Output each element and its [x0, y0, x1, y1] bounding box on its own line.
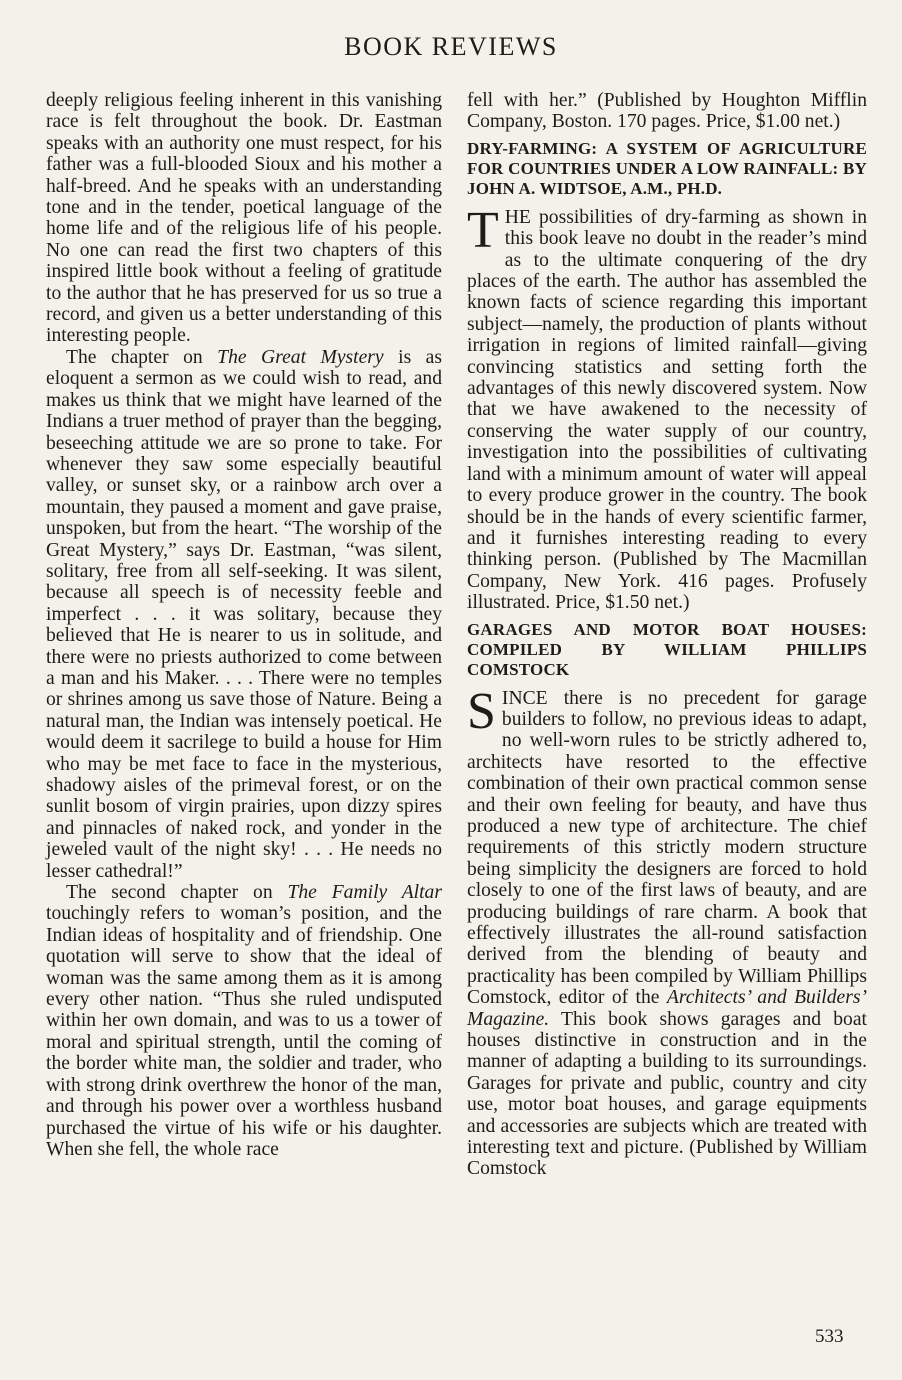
italic-title: The Family Altar — [287, 882, 442, 904]
drop-cap: T — [467, 201, 499, 259]
paragraph-family-altar — [46, 882, 442, 1160]
paragraph-great-mystery — [46, 347, 442, 882]
page-number: 533 — [815, 1326, 844, 1347]
right-column — [467, 90, 867, 1180]
text-run: The chapter on — [66, 346, 218, 368]
text-run: This book shows garages and boat houses distinctive in construction and in the manner of adapting a building to its surroundings. Garages for private and public, country and city use, motor boat houses, and garage equipments and accessories are subjects which are treated with interesting text and picture. (Published by William Comstock — [467, 1008, 867, 1180]
drop-cap: S — [467, 682, 496, 740]
italic-magazine-title: Architects’ and Builders’ Magazine. — [467, 987, 867, 1030]
paragraph-continuation: fell with her.” (Published by Houghton Mifflin Company, Boston. 170 pages. Price, $1.00 net.) — [467, 90, 867, 133]
text-run: HE possibilities of dry-farming as shown in this book leave no doubt in the reader’s mind as to the ultimate conquering of the dry places of the earth. The author has assembled the known facts of science regarding this important subject—namely, the production of plants without irrigation in regions of limited rainfall—giving convincing statistics and setting forth the advantages of this newly discovered system. Now that we have awakened to the necessity of conserving the water supply of our country, investigation into the possibilities of cultivating land with a minimum amount of water will appeal to every produce grower in the country. The book should be in the hands of every scientific farmer, and it furnishes interesting reading to every thinking person. (Published by The Macmillan Company, New York. 416 pages. Profusely illustrated. Price, $1.50 net.) — [467, 206, 867, 614]
running-head: BOOK REVIEWS — [344, 32, 558, 61]
text-run: touchingly refers to woman’s position, and the Indian ideas of hospitality and of friendship. One quotation will serve to show that the ideal of woman was the same among them as it is among every other nation. “Thus she ruled undisputed within her own domain, and was to us a tower of moral and spiritual strength, until the coming of the border white man, the soldier and trader, who with strong drink overthrew the honor of the man, and through his power over a worthless husband purchased the virtue of his wife or his daughter. When she fell, the whole race — [46, 903, 442, 1160]
paragraph-continuation: deeply religious feeling inherent in this vanishing race is felt throughout the book. Dr. Eastman speaks with an authority one must respect, for his father was a full-blooded Sioux and his mother a half-breed. And he speaks with an understanding tone and in the tender, poetical language of the home life and of the religious life of his people. No one can read the first two chapters of this inspired little book without a feeling of gratitude to the author that he has preserved for us so true a record, and given us a better understanding of this interesting people. — [46, 90, 442, 347]
review-headline-garages: GARAGES AND MOTOR BOAT HOUSES: COMPILED BY WILLIAM PHILLIPS COMSTOCK — [467, 619, 867, 679]
text-run: The second chapter on — [66, 882, 288, 904]
review-body-dry-farming — [467, 201, 867, 614]
review-headline-dry-farming: DRY-FARMING: A SYSTEM OF AGRICULTURE FOR COUNTRIES UNDER A LOW RAINFALL: BY JOHN A. WIDTSOE, A.M., PH.D. — [467, 138, 867, 198]
text-run: is as eloquent a sermon as we could wish to read, and makes us think that we might have learned of the Indians a truer method of prayer than the begging, beseeching attitude we are so prone to take. For whenever they saw some especially beautiful valley, or sunset sky, or a rainbow arch over a mountain, they paused a moment and gave praise, unspoken, but from the heart. “The worship of the Great Mystery,” says Dr. Eastman, “was silent, solitary, free from all self-seeking. It was silent, because all speech is of necessity feeble and imperfect . . . it was solitary, because they believed that He is nearer to us in solitude, and there were no priests authorized to come between a man and his Maker. . . . There were no temples or shrines among us save those of Nature. Being a natural man, the Indian was intensely poetical. He would deem it sacrilege to build a house for Him who may be met face to face in the mysterious, shadowy aisles of the primeval forest, or on the sunlit bosom of virgin prairies, upon dizzy spires and pinnacles of naked rock, and yonder in the jeweled vault of the night sky! . . . He needs no lesser cathedral!” — [46, 346, 443, 882]
review-body-garages — [467, 682, 867, 1180]
italic-title: The Great Mystery — [217, 346, 384, 368]
left-column — [46, 90, 442, 1160]
text-run: INCE there is no precedent for garage builders to follow, no previous ideas to adapt, no well-worn rules to be strictly adhered to, architects have resorted to the effective combination of their own practical common sense and their own feeling for beauty, and have thus produced a new type of architecture. The chief requirements of this strictly modern structure being simplicity the designers are forced to hold closely to one of the first laws of beauty, and are producing buildings of rare charm. A book that effectively illustrates the all-round satisfaction derived from the blending of beauty and practicality has been compiled by William Phillips Comstock, editor of the — [467, 687, 867, 1009]
